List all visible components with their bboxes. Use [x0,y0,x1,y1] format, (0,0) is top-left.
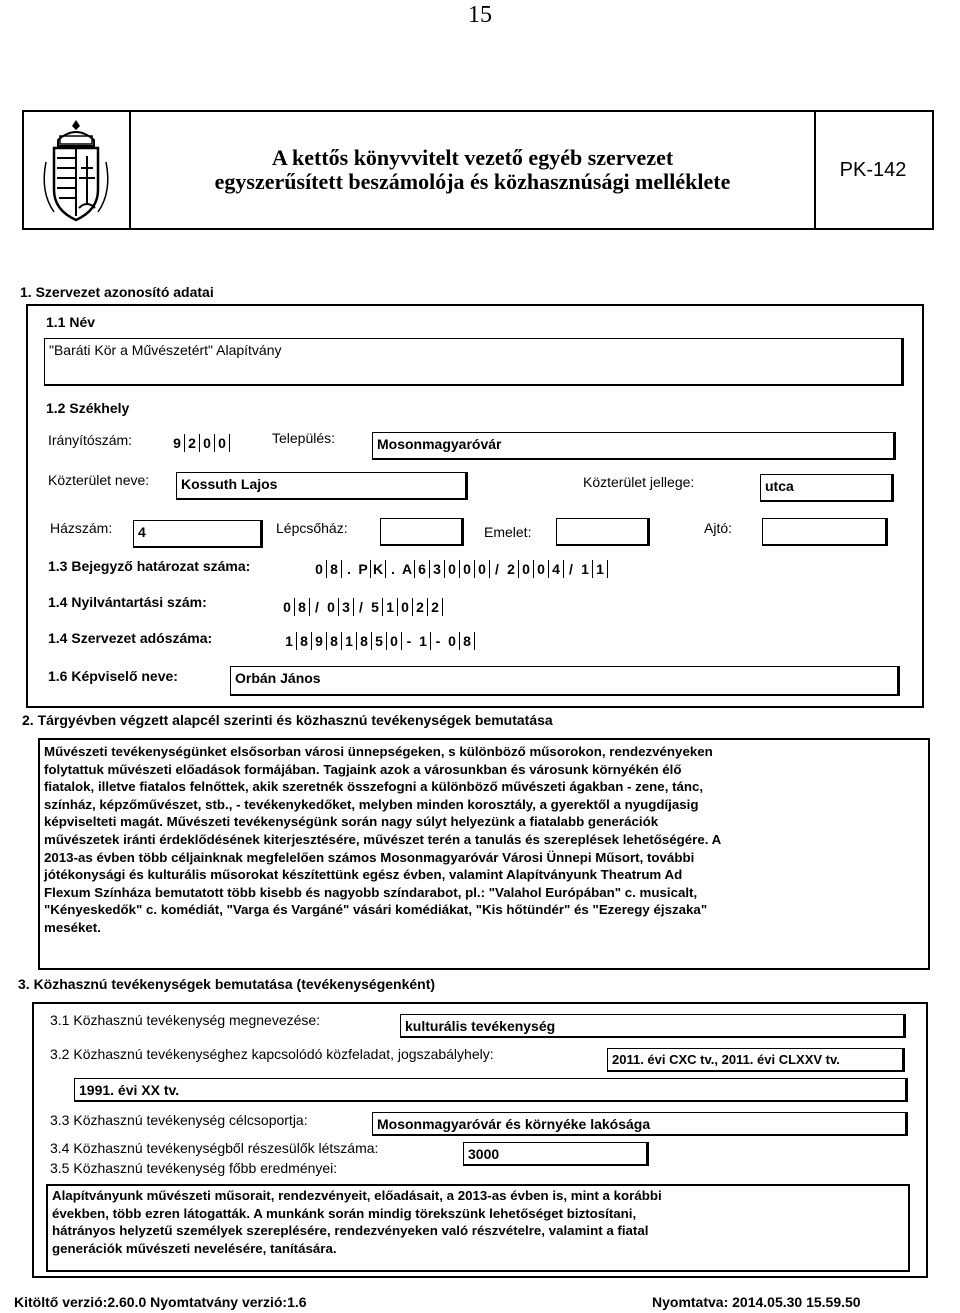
digit-cell: 2 [185,434,200,452]
digit-cell: 2 [504,560,519,578]
tax-number-field[interactable] [282,632,475,650]
stair-label: Lépcsőház: [276,520,348,536]
digit-cell: 2 [428,598,443,616]
text-line: művészetek iránti érdeklődésének kiterjesztésére, művészet terén a tanulás és szereplések lehetőségére. A [44,831,722,847]
name-title: 1.1 Név [46,314,96,330]
digit-cell: 3 [430,560,445,578]
name-field[interactable]: "Baráti Kör a Művészetért" Alapítvány [44,338,904,386]
count-label: 3.4 Közhasznú tevékenységből részesülők létszáma: [50,1140,379,1156]
digit-cell: P [356,560,371,578]
activity-field[interactable]: kulturális tevékenység [400,1014,906,1038]
street-type-field[interactable]: utca [760,474,894,502]
page-number: 15 [468,2,492,28]
form-title-line1: A kettős könyvvitelt vezető egyéb szervezet [271,145,674,170]
task-field[interactable]: 2011. évi CXC tv., 2011. évi CLXXV tv. [607,1048,905,1072]
digit-cell: 3 [339,598,354,616]
digit-cell: 1 [578,560,593,578]
street-type-label: Közterület jellege: [583,474,695,490]
digit-cell: 2 [413,598,428,616]
digit-cell: 0 [280,598,295,616]
representative-label: 1.6 Képviselő neve: [48,668,178,684]
city-label: Település: [272,430,336,446]
section2-title: 2. Tárgyévben végzett alapcél szerinti és közhasznú tevékenységek bemutatása [22,712,553,728]
seat-title: 1.2 Székhely [46,400,130,416]
text-line: Flexum Színháza bemutatott több kisebb és nagyobb színdarabot, pl.: "Valahol Európában" c. musicalt, [44,884,698,900]
tax-label: 1.4 Szervezet adószáma: [48,630,213,646]
digit-cell: 0 [445,560,460,578]
form-code: PK-142 [839,158,907,181]
text-line: években, több ezren látogatták. A munkánk során mindig törekszünk lehetőséget biztosítani, [52,1205,637,1221]
digit-cell: 1 [282,632,297,650]
zip-label: Irányítószám: [48,432,133,448]
digit-cell: 5 [372,632,387,650]
house-field[interactable]: 4 [133,520,263,548]
street-label: Közterület neve: [48,472,150,488]
digit-cell: 0 [398,598,413,616]
stair-field[interactable] [380,518,464,546]
decree-label: 1.3 Bejegyző határozat száma: [48,558,251,574]
digit-separator: - [435,633,441,649]
section2-text [40,740,928,940]
city-field[interactable]: Mosonmagyaróvár [372,432,896,460]
results-text [48,1186,908,1258]
digit-cell: A [400,560,415,578]
text-line: Alapítványunk művészeti műsorait, rendezvényeit, előadásait, a 2013-as évben is, mint a korábbi [52,1188,662,1203]
digit-cell: 1 [383,598,398,616]
zip-field[interactable] [170,434,230,452]
floor-label: Emelet: [484,524,532,540]
registry-label: 1.4 Nyilvántartási szám: [48,594,207,610]
digit-cell: 5 [368,598,383,616]
digit-separator: / [315,599,319,615]
digit-cell: 1 [342,632,357,650]
digit-separator: . [391,561,395,577]
text-line: meséket. [44,919,101,935]
digit-cell: 8 [297,632,312,650]
digit-cell: 8 [295,598,310,616]
decree-field[interactable] [312,560,608,578]
digit-cell: 0 [200,434,215,452]
digit-separator: / [495,561,499,577]
street-field[interactable]: Kossuth Lajos [176,472,468,500]
text-line: színház, képzőművészet, stb., - tevékenykedőket, melyben minden korosztály, a gyerektől a nyugdíjasig [44,796,699,812]
house-label: Házszám: [50,520,113,536]
results-textarea[interactable] [46,1184,910,1272]
digit-cell: 8 [327,560,342,578]
activity-label: 3.1 Közhasznú tevékenység megnevezése: [50,1012,321,1028]
digit-cell: 6 [415,560,430,578]
section1-title: 1. Szervezet azonosító adatai [20,284,214,300]
text-line: 2013-as évben több céljainknak megfelelően számos Mosonmagyaróvár Városi Ünnepi Műsort, további [44,849,695,865]
digit-separator: . [347,561,351,577]
form-title [131,112,816,228]
digit-cell: 0 [445,632,460,650]
door-label: Ajtó: [704,520,733,536]
digit-cell: 8 [327,632,342,650]
text-line: jótékonysági és kulturális műsorokat készítettünk egész évben, valamint Alapítványunk Theatrum Ad [44,867,683,883]
digit-cell: 0 [215,434,230,452]
digit-cell: 0 [519,560,534,578]
digit-cell: 1 [416,632,431,650]
task-label: 3.2 Közhasznú tevékenységhez kapcsolódó közfeladat, jogszabályhely: [50,1046,494,1062]
footer-version: Kitöltő verzió:2.60.0 Nyomtatvány verzió:1.6 [14,1294,307,1310]
digit-cell: 0 [460,560,475,578]
digit-cell: K [371,560,386,578]
target-label: 3.3 Közhasznú tevékenység célcsoportja: [50,1112,308,1128]
coat-of-arms-logo [24,112,131,228]
digit-cell: 0 [387,632,402,650]
digit-cell: 8 [460,632,475,650]
text-line: fiatalok, illetve fiatalos felnőttek, akik szeretnék összefogni a különböző művészeti ágakban - zene, tánc, [44,779,704,795]
section3-title: 3. Közhasznú tevékenységek bemutatása (tevékenységenként) [18,976,436,992]
footer-printed: Nyomtatva: 2014.05.30 15.59.50 [652,1294,861,1310]
text-line: generációk művészeti nevelésére, tanítására. [52,1240,337,1256]
door-field[interactable] [762,518,888,546]
digit-separator: / [359,599,363,615]
text-line: képviselteti magát. Művészeti tevékenységünk során nagy súlyt helyezünk a fiatalabb generációk [44,814,659,830]
digit-separator: / [569,561,573,577]
digit-cell: 0 [475,560,490,578]
digit-cell: 0 [534,560,549,578]
floor-field[interactable] [556,518,650,546]
form-header [22,110,934,230]
text-line: Művészeti tevékenységünket elsősorban városi ünnepségeken, s különböző műsorokon, rendezvényeken [44,744,713,759]
digit-cell: 9 [170,434,185,452]
representative-field[interactable]: Orbán János [230,666,900,696]
task-field-continued[interactable]: 1991. évi XX tv. [74,1078,908,1102]
text-line: hátrányos helyzetű személyek szereplésére, rendezvényeken való részvételre, valamint a fiatal [52,1223,649,1239]
digit-separator: - [406,633,412,649]
digit-cell: 1 [593,560,608,578]
digit-cell: 4 [549,560,564,578]
text-line: folytattuk művészeti előadások formájában. Tagjaink azok a városunkban és városunk környékén élő [44,761,682,777]
digit-cell: 0 [312,560,327,578]
form-title-line2: egyszerűsített beszámolója és közhasznúsági melléklete [214,169,731,194]
registry-field[interactable] [280,598,443,616]
count-field[interactable]: 3000 [463,1142,649,1166]
target-field[interactable]: Mosonmagyaróvár és környéke lakósága [372,1112,908,1136]
digit-cell: 9 [312,632,327,650]
results-label: 3.5 Közhasznú tevékenység főbb eredményei: [50,1160,338,1176]
section2-textarea[interactable] [38,738,930,970]
digit-cell: 0 [324,598,339,616]
digit-cell: 8 [357,632,372,650]
text-line: "Kényeskedők" c. komédiát, "Varga és Vargáné" vásári komédiákat, "Kis hőtündér" és "Ezeregy éjszaka" [44,902,708,918]
